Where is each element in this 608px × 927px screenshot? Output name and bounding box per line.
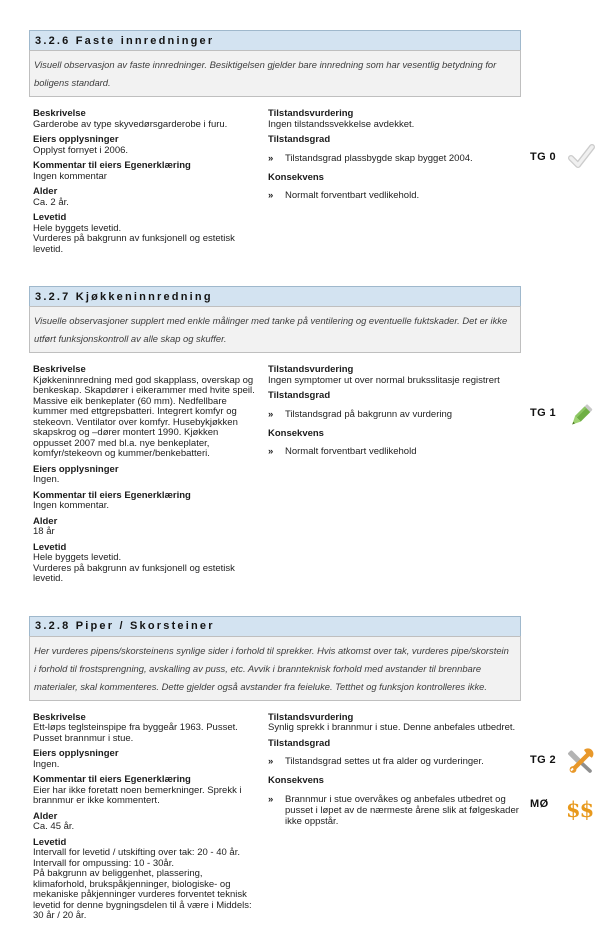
tg-label: TG 0	[530, 150, 557, 163]
field-text: Ingen.	[33, 474, 60, 485]
field-text: 18 år	[33, 526, 55, 537]
tg1-badge	[530, 407, 608, 419]
left-column	[33, 713, 268, 927]
item-text: Normalt forventbart vedlikehold.	[285, 190, 420, 201]
field-tilstandsgrad	[268, 737, 557, 768]
field-alder	[33, 517, 258, 538]
right-column	[268, 364, 557, 590]
field-text: Intervall for levetid / utskifting over tak: 20 - 40 år.	[33, 847, 240, 858]
bullet-marker: »	[268, 408, 274, 420]
tg-label: TG 2	[530, 754, 557, 766]
section-scope-note	[29, 636, 521, 701]
field-konsekvens	[268, 173, 521, 202]
konsekvens-item	[268, 190, 521, 201]
field-levetid	[33, 543, 258, 585]
field-eiers-opplysninger	[33, 135, 258, 156]
field-heading: Tilstandsvurdering	[268, 108, 354, 119]
field-text: På bakgrunn av beliggenhet, plassering, klimaforhold, brukspåkjenninger, biologiske- og mekaniske påkjenninger vurderes forventet teknisk levetid for denne bygningsdelen til å være i Middels: 30 år / 20 år.	[33, 868, 252, 921]
field-text: Ingen kommentar	[33, 170, 107, 182]
section-kjokkeninnredning	[29, 286, 557, 590]
item-text: Brannmur i stue overvåkes og anbefales utbedret og pusset i løpet av de nærmeste årene slik at følgeskader ikke oppstår.	[285, 793, 519, 827]
field-heading: Kommentar til eiers Egenerklæring	[33, 774, 191, 785]
section-header	[29, 616, 521, 637]
bullet-marker: »	[268, 793, 274, 805]
field-text: Ett-løps teglsteinspipe fra byggeår 1963. Pusset. Pusset brannmur i stue.	[33, 722, 238, 744]
field-eiers-opplysninger	[33, 749, 258, 770]
field-heading: Beskrivelse	[33, 364, 86, 375]
field-text: Eier har ikke foretatt noen bemerkninger. Sprekk i brannmur er ikke kommentert.	[33, 784, 242, 806]
field-alder	[33, 187, 258, 208]
field-text: Ingen.	[33, 758, 60, 770]
field-text: Kjøkkeninnredning med god skapplass, overskap og benkeskap. Skapdører i eikerammer med hvite speil. Massive eik benkeplater (60 mm). Nedfellbare kummer med ettgrepsbatteri. Integrert komfyr og stekeovn. Ventilator over komfyr. Husebykjøkken skapskrog og –dører montert 1990. Kjøkken oppusset 2007 med bl.a. nye benkeplater, komfyr/stekeovn og kummer/benkebatteri.	[33, 374, 255, 459]
field-heading: Konsekvens	[268, 775, 324, 786]
scope-text: Visuelle observasjoner supplert med enkle målinger med tanke på ventilering og eventuelle fuktskader. Det er ikke utført funksjonskontroll av alle skap og skuffer.	[34, 315, 508, 344]
field-text: Ingen symptomer ut over normal bruksslitasje registrert	[268, 374, 500, 386]
field-heading: Alder	[33, 186, 58, 197]
field-heading: Levetid	[33, 541, 67, 553]
field-heading: Eiers opplysninger	[33, 463, 119, 475]
field-heading: Levetid	[33, 212, 67, 223]
field-text: Vurderes på bakgrunn av funksjonell og estetisk levetid.	[33, 233, 235, 255]
field-text: Vurderes på bakgrunn av funksjonell og estetisk levetid.	[33, 562, 235, 584]
section-columns	[29, 108, 557, 260]
field-heading: Alder	[33, 515, 58, 527]
field-text: Hele byggets levetid.	[33, 222, 122, 234]
field-text: Opplyst fornyet i 2006.	[33, 144, 129, 156]
field-text: Garderobe av type skyvedørsgarderobe i furu.	[33, 118, 228, 130]
field-kommentar-egenerklaering	[33, 161, 258, 182]
scope-text: Visuell observasjon av faste innredninger. Besiktigelsen gjelder bare innredning som har vesentlig betydning for boligens standard.	[34, 59, 497, 88]
field-alder	[33, 812, 258, 833]
tilstandsgrad-item	[268, 406, 557, 420]
field-beskrivelse	[33, 713, 258, 745]
item-text: Tilstandsgrad plassbygde skap bygget 2004.	[285, 152, 473, 164]
field-konsekvens	[268, 775, 594, 827]
section-title: 3.2.8 Piper / Skorsteiner	[35, 620, 215, 632]
left-column	[33, 365, 268, 590]
konsekvens-item	[268, 793, 594, 827]
section-faste-innredninger	[29, 30, 557, 260]
field-heading: Tilstandsvurdering	[268, 711, 354, 723]
tg-label: TG 1	[530, 406, 557, 419]
item-text: Tilstandsgrad på bakgrunn av vurdering	[285, 408, 453, 420]
konsekvens-item	[268, 446, 521, 457]
section-columns	[29, 364, 557, 590]
field-kommentar-egenerklaering	[33, 775, 258, 807]
field-text: Ingen tilstandssvekkelse avdekket.	[268, 118, 415, 130]
field-text: Synlig sprekk i brannmur i stue. Denne anbefales utbedret.	[268, 722, 516, 733]
tilstandsgrad-item	[268, 150, 557, 164]
pencil-icon	[566, 407, 594, 419]
field-eiers-opplysninger	[33, 465, 258, 486]
field-heading: Tilstandsgrad	[268, 737, 331, 749]
field-heading: Konsekvens	[268, 171, 324, 183]
section-title: 3.2.6 Faste innredninger	[35, 34, 215, 47]
field-heading: Beskrivelse	[33, 108, 86, 119]
section-header	[29, 286, 521, 307]
field-tilstandsgrad	[268, 134, 557, 164]
section-columns	[29, 711, 594, 927]
scope-text: Her vurderes pipens/skorsteinens synlige sider i forhold til sprekker. Hvis atkomst over tak, vurderes pipe/skorstein i forhold til frostsprengning, avskalling av puss, etc. Avvik i brannteknisk forhold med avstander til brennbare materialer, skal kommenteres. Dette gjelder også avstander fra feieluke. Tetthet og funksjon kontrolleres ikke.	[34, 644, 509, 692]
field-heading: Konsekvens	[268, 427, 324, 439]
field-text: Intervall for ompussing: 10 - 30år.	[33, 857, 174, 869]
mo-label: MØ	[530, 797, 549, 810]
mo-badge	[530, 792, 608, 822]
field-tilstandsgrad	[268, 390, 557, 420]
field-heading: Tilstandsvurdering	[268, 364, 354, 375]
tg0-badge	[530, 151, 608, 163]
field-heading: Beskrivelse	[33, 711, 86, 723]
right-column	[268, 108, 557, 260]
field-text: Ingen kommentar.	[33, 500, 110, 511]
field-text: Ca. 2 år.	[33, 196, 69, 208]
tilstandsgrad-item	[268, 754, 557, 767]
field-tilstandsvurdering	[268, 713, 521, 734]
field-tilstandsvurdering	[268, 365, 521, 386]
field-heading: Levetid	[33, 836, 67, 848]
field-heading: Kommentar til eiers Egenerklæring	[33, 489, 191, 501]
field-heading: Kommentar til eiers Egenerklæring	[33, 160, 191, 171]
tg2-badge	[530, 754, 608, 766]
field-konsekvens	[268, 429, 521, 458]
field-heading: Eiers opplysninger	[33, 134, 119, 145]
field-text: Ca. 45 år.	[33, 821, 75, 832]
field-heading: Tilstandsgrad	[268, 134, 331, 145]
item-text: Tilstandsgrad settes ut fra alder og vurderinger.	[285, 756, 484, 767]
section-scope-note	[29, 50, 521, 97]
field-text: Hele byggets levetid.	[33, 552, 122, 563]
section-piper-skorsteiner	[29, 616, 594, 927]
field-levetid	[33, 838, 258, 922]
field-levetid	[33, 213, 258, 255]
money-icon: $$	[566, 796, 594, 822]
bullet-marker: »	[268, 756, 274, 767]
section-title: 3.2.7 Kjøkkeninnredning	[35, 290, 213, 303]
bullet-marker: »	[268, 446, 274, 457]
bullet-marker: »	[268, 190, 274, 201]
section-header	[29, 30, 521, 51]
field-beskrivelse	[33, 109, 258, 130]
field-beskrivelse	[33, 365, 258, 460]
item-text: Normalt forventbart vedlikehold	[285, 446, 417, 457]
check-icon	[566, 151, 596, 163]
field-heading: Alder	[33, 810, 58, 822]
field-tilstandsvurdering	[268, 109, 521, 130]
field-heading: Tilstandsgrad	[268, 390, 331, 401]
field-kommentar-egenerklaering	[33, 491, 258, 512]
field-heading: Eiers opplysninger	[33, 748, 119, 759]
bullet-marker: »	[268, 152, 274, 164]
right-column	[268, 711, 594, 927]
tools-icon	[566, 754, 596, 766]
section-scope-note	[29, 306, 521, 353]
left-column	[33, 109, 268, 260]
